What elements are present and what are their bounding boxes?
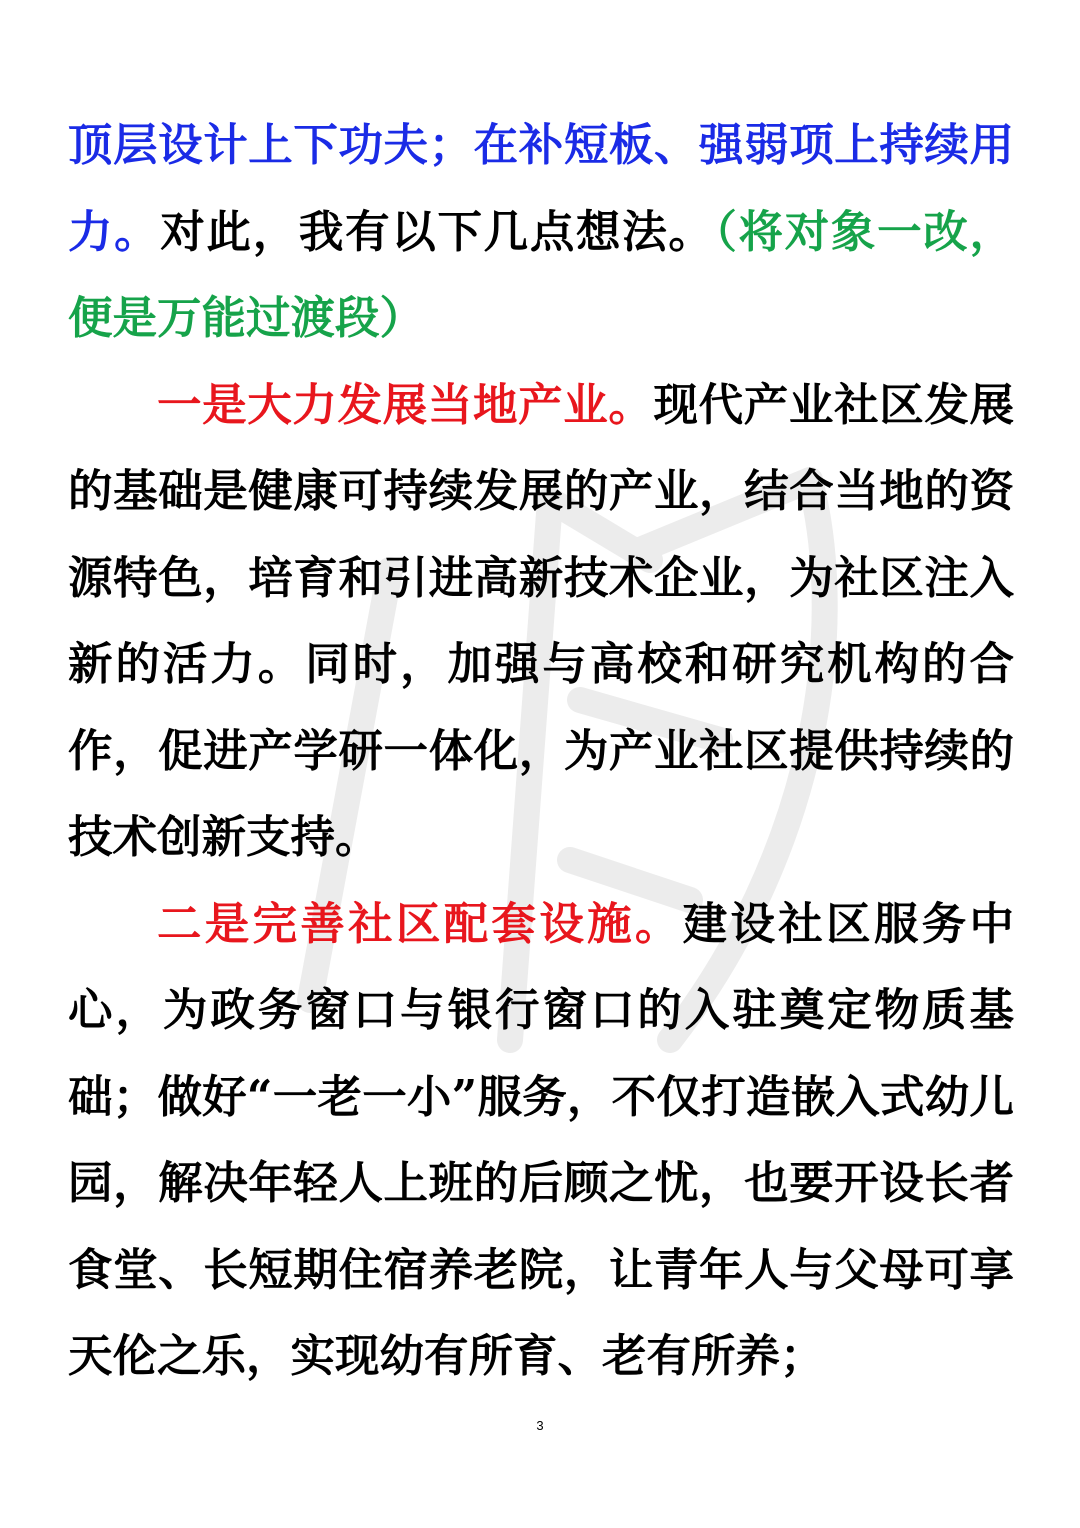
paragraph-point-one [68, 362, 1014, 881]
page-number: 3 [536, 1418, 544, 1433]
intro-black-text: 对此，我有以下几点想法。 [160, 205, 715, 258]
point-one-heading: 一是大力发展当地产业。 [157, 378, 654, 431]
point-one-body: 现代产业社区发展的基础是健康可持续发展的产业，结合当地的资源特色，培育和引进高新技术企业，为社区注入新的活力。同时，加强与高校和研究机构的合作，促进产学研一体化，为产业社区提供持续的技术创新支持。 [68, 378, 1014, 863]
intro-blue-text: 顶层设计上下功夫；在补短板、强弱项上持续用力。 [68, 119, 1014, 258]
point-two-body: 建设社区服务中心，为政务窗口与银行窗口的入驻奠定物质基础；做好“一老一小”服务，不仅打造嵌入式幼儿园，解决年轻人上班的后顾之忧，也要开设长者食堂、长短期住宿养老院，让青年人与父母可享天伦之乐，实现幼有所育、老有所养； [68, 897, 1014, 1382]
paragraph-intro [68, 102, 1014, 362]
intro-green-note: （将对象一改，便是万能过渡段） [68, 205, 1014, 344]
paragraph-point-two [68, 881, 1014, 1400]
document-body [68, 102, 1014, 1400]
point-two-heading: 二是完善社区配套设施。 [157, 897, 683, 950]
